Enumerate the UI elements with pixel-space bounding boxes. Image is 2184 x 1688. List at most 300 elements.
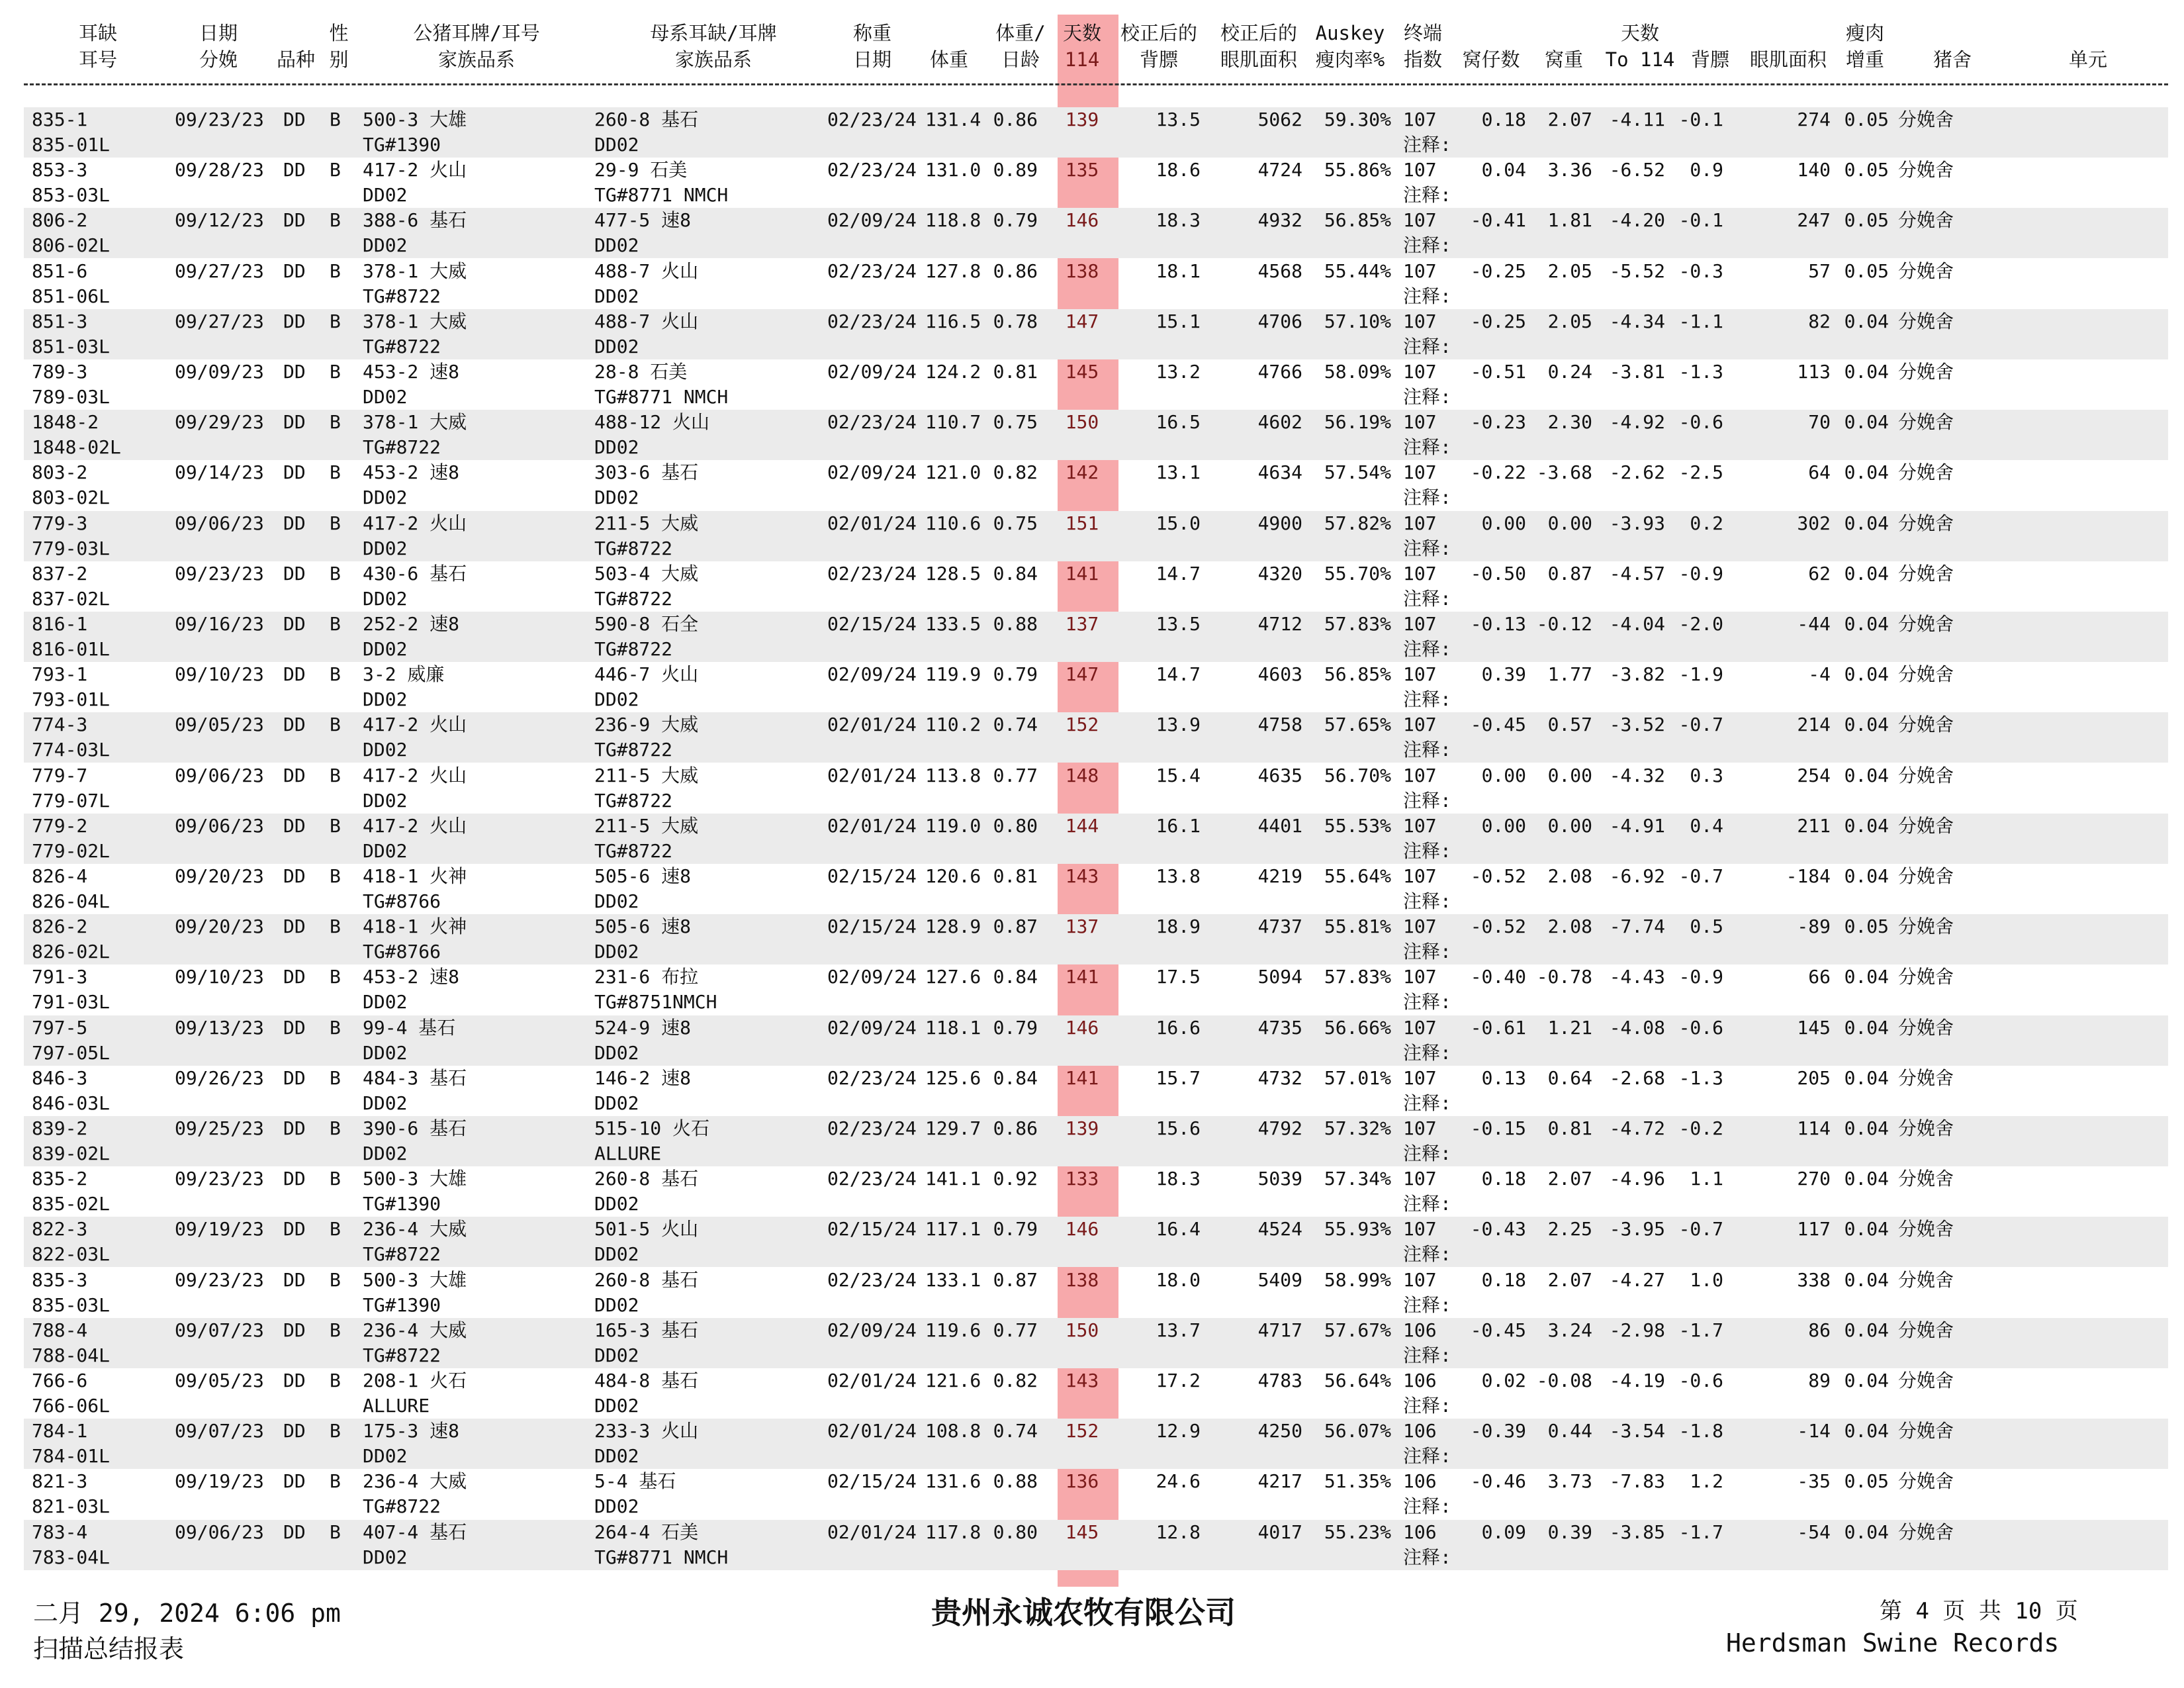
cell-loin-area-ebv: 66 [1808,966,1831,988]
cell-lean-pct: 55.53% [1324,814,1391,837]
cell-loin-area-ebv: 274 [1797,109,1831,130]
cell-backfat: 15.1 [1156,310,1201,332]
cell-days-to-114: -3.85 [1609,1521,1665,1543]
cell-lean-gain: 0.04 [1844,1117,1889,1139]
cell-sex: B [330,109,341,130]
cell-adg: 0.77 [993,1319,1038,1341]
cell-litter-size: 0.00 [1481,764,1526,786]
table-row [0,359,2184,410]
cell-dam: 211-5 大威 [594,512,699,534]
cell-loin-area: 4932 [1257,209,1302,232]
cell-sex: B [330,1066,341,1089]
cell-ear-tag: 791-3 [32,966,88,988]
cell-litter-size: -0.43 [1470,1218,1526,1241]
cell-dam: 477-5 速8 [594,209,692,232]
cell-backfat: 18.1 [1156,259,1201,282]
cell-weigh-date: 02/23/24 [827,259,917,282]
cell-lean-pct: 56.19% [1324,411,1391,434]
cell-sex: B [330,764,341,786]
cell-weigh-date: 02/23/24 [827,310,917,332]
cell-backfat: 13.8 [1156,865,1201,887]
cell-pen: 分娩舍 [1898,259,1954,282]
cell-weigh-date: 02/23/24 [827,1168,917,1190]
cell-days-to-114: -4.96 [1609,1168,1665,1190]
cell-note-label: 注释: [1403,739,1451,761]
cell-adg: 0.74 [993,1420,1038,1442]
cell-lean-pct: 56.64% [1324,1370,1391,1391]
cell-sire: 378-1 大威 [363,411,467,434]
cell-litter-weight: 0.57 [1547,714,1592,736]
cell-adg: 0.86 [993,1117,1038,1139]
cell-terminal-index: 106 [1403,1521,1437,1543]
table-row [0,763,2184,814]
cell-weight: 110.6 [925,512,981,534]
table-row [0,561,2184,612]
cell-breed: DD [283,1521,306,1543]
cell-sex: B [330,1420,341,1442]
cell-note-label: 注释: [1403,234,1451,257]
cell-farrow-date: 09/12/23 [175,209,264,232]
cell-backfat-ebv: 1.0 [1690,1268,1723,1291]
cell-weigh-date: 02/01/24 [827,1370,917,1391]
cell-dam: 505-6 速8 [594,865,692,887]
cell-breed: DD [283,865,306,887]
cell-litter-weight: 1.21 [1547,1016,1592,1039]
cell-lean-pct: 57.54% [1324,461,1391,484]
cell-lean-gain: 0.04 [1844,1420,1889,1442]
cell-backfat-ebv: -1.3 [1678,361,1723,383]
cell-lean-pct: 56.07% [1324,1420,1391,1442]
cell-loin-area: 4219 [1257,865,1302,887]
cell-farrow-date: 09/09/23 [175,361,264,383]
cell-loin-area: 4717 [1257,1319,1302,1341]
cell-ear-tag: 788-4 [32,1319,88,1341]
cell-litter-weight: -0.08 [1536,1370,1592,1391]
cell-loin-area-ebv: 145 [1797,1016,1831,1039]
cell-terminal-index: 106 [1403,1470,1437,1493]
cell-adg: 0.79 [993,1218,1038,1241]
cell-sire-line: TG#1390 [363,1193,441,1215]
cell-lean-gain: 0.04 [1844,1168,1889,1190]
cell-pen: 分娩舍 [1898,1370,1954,1391]
cell-terminal-index: 107 [1403,461,1437,484]
cell-note-label: 注释: [1403,184,1451,207]
cell-lean-gain: 0.05 [1844,209,1889,232]
cell-litter-size: 0.00 [1481,512,1526,534]
table-row [0,1015,2184,1066]
cell-backfat: 17.2 [1156,1370,1201,1391]
cell-days-114: 139 [1065,109,1099,130]
cell-lean-pct: 57.34% [1324,1168,1391,1190]
cell-dam: 501-5 火山 [594,1218,699,1241]
cell-days-to-114: -3.52 [1609,714,1665,736]
cell-dam-line: TG#8722 [594,739,673,761]
cell-weight: 121.0 [925,461,981,484]
cell-sex: B [330,411,341,434]
cell-lean-gain: 0.04 [1844,1268,1889,1291]
table-row [0,511,2184,561]
cell-weigh-date: 02/01/24 [827,1420,917,1442]
cell-ear-notch: 791-03L [32,991,111,1013]
cell-sire-line: DD02 [363,184,408,207]
cell-ear-notch: 783-04L [32,1546,111,1568]
cell-ear-tag: 793-1 [32,663,88,686]
cell-ear-notch: 846-03L [32,1092,111,1114]
cell-dam-line: DD02 [594,134,639,156]
cell-adg: 0.81 [993,361,1038,383]
cell-dam: 264-4 石美 [594,1521,699,1543]
cell-days-114: 152 [1065,714,1099,736]
cell-sex: B [330,865,341,887]
cell-ear-notch: 779-03L [32,537,111,559]
cell-farrow-date: 09/25/23 [175,1117,264,1139]
cell-weight: 117.1 [925,1218,981,1241]
cell-days-to-114: -7.83 [1609,1470,1665,1493]
cell-loin-area: 5094 [1257,966,1302,988]
cell-days-114: 136 [1065,1470,1099,1493]
cell-days-114: 135 [1065,159,1099,181]
cell-dam-line: DD02 [594,1495,639,1518]
cell-dam-line: TG#8751NMCH [594,991,717,1013]
footer-report-name: 扫描总结报表 [33,1634,185,1664]
cell-note-label: 注释: [1403,134,1451,156]
cell-sire: 236-4 大威 [363,1319,467,1341]
cell-sire-line: DD02 [363,487,408,509]
cell-pen: 分娩舍 [1898,1470,1954,1493]
cell-lean-pct: 55.44% [1324,259,1391,282]
cell-ear-notch: 816-01L [32,638,111,660]
cell-loin-area-ebv: 89 [1808,1370,1831,1391]
cell-litter-size: -0.46 [1470,1470,1526,1493]
cell-pen: 分娩舍 [1898,310,1954,332]
cell-backfat-ebv: -1.8 [1678,1420,1723,1442]
cell-litter-weight: 2.07 [1547,1268,1592,1291]
cell-note-label: 注释: [1403,1293,1451,1316]
cell-terminal-index: 107 [1403,159,1437,181]
cell-weight: 110.7 [925,411,981,434]
cell-backfat: 15.7 [1156,1066,1201,1089]
cell-sire: 208-1 火石 [363,1370,467,1391]
cell-days-114: 142 [1065,461,1099,484]
cell-terminal-index: 107 [1403,966,1437,988]
cell-days-to-114: -3.95 [1609,1218,1665,1241]
header-loin-area: 校正后的 眼肌面积 [1220,22,1298,71]
cell-litter-weight: 2.05 [1547,259,1592,282]
cell-terminal-index: 107 [1403,562,1437,585]
cell-ear-tag: 835-3 [32,1268,88,1291]
cell-sire: 484-3 基石 [363,1066,467,1089]
table-row [0,107,2184,158]
cell-weigh-date: 02/23/24 [827,1117,917,1139]
cell-note-label: 注释: [1403,1445,1451,1468]
cell-dam: 446-7 火山 [594,663,699,686]
cell-breed: DD [283,1268,306,1291]
cell-farrow-date: 09/07/23 [175,1319,264,1341]
header-unit: 单元 [2068,48,2108,71]
cell-litter-size: -0.61 [1470,1016,1526,1039]
cell-lean-gain: 0.04 [1844,1319,1889,1341]
cell-dam: 29-9 石美 [594,159,688,181]
cell-lean-gain: 0.04 [1844,764,1889,786]
cell-weigh-date: 02/09/24 [827,361,917,383]
cell-weigh-date: 02/15/24 [827,1218,917,1241]
cell-ear-tag: 789-3 [32,361,88,383]
cell-note-label: 注释: [1403,1193,1451,1215]
cell-weight: 131.0 [925,159,981,181]
cell-dam-line: DD02 [594,234,639,257]
cell-backfat-ebv: -0.9 [1678,562,1723,585]
cell-loin-area: 4017 [1257,1521,1302,1543]
header-dam: 母系耳缺/耳牌 家族品系 [650,22,777,71]
cell-litter-size: -0.45 [1470,1319,1526,1341]
cell-note-label: 注释: [1403,1041,1451,1064]
cell-loin-area: 4724 [1257,159,1302,181]
cell-breed: DD [283,1420,306,1442]
cell-days-114: 143 [1065,865,1099,887]
cell-weigh-date: 02/01/24 [827,512,917,534]
cell-litter-size: -0.40 [1470,966,1526,988]
cell-note-label: 注释: [1403,638,1451,660]
cell-lean-pct: 56.85% [1324,663,1391,686]
cell-loin-area-ebv: 205 [1797,1066,1831,1089]
cell-note-label: 注释: [1403,1143,1451,1164]
cell-breed: DD [283,1066,306,1089]
cell-days-to-114: -4.19 [1609,1370,1665,1391]
header-lean-pct: Auskey 瘦肉率% [1315,22,1385,71]
cell-adg: 0.88 [993,613,1038,635]
cell-sire-line: TG#8722 [363,335,441,357]
cell-dam-line: DD02 [594,941,639,963]
table-row [0,410,2184,460]
cell-dam: 260-8 基石 [594,109,699,130]
cell-farrow-date: 09/06/23 [175,512,264,534]
cell-backfat: 17.5 [1156,966,1201,988]
cell-lean-pct: 56.66% [1324,1016,1391,1039]
cell-breed: DD [283,411,306,434]
cell-adg: 0.77 [993,764,1038,786]
cell-pen: 分娩舍 [1898,512,1954,534]
cell-dam-line: DD02 [594,1193,639,1215]
cell-note-label: 注释: [1403,1092,1451,1114]
cell-loin-area: 4320 [1257,562,1302,585]
cell-dam: 484-8 基石 [594,1370,699,1391]
cell-pen: 分娩舍 [1898,1218,1954,1241]
cell-days-to-114: -7.74 [1609,915,1665,938]
cell-breed: DD [283,361,306,383]
cell-adg: 0.79 [993,663,1038,686]
cell-adg: 0.84 [993,1066,1038,1089]
cell-litter-size: -0.52 [1470,865,1526,887]
cell-days-to-114: -4.92 [1609,411,1665,434]
cell-note-label: 注释: [1403,1546,1451,1568]
cell-sire: 453-2 速8 [363,966,460,988]
cell-backfat-ebv: -2.5 [1678,461,1723,484]
cell-days-to-114: -3.93 [1609,512,1665,534]
cell-farrow-date: 09/06/23 [175,814,264,837]
cell-note-label: 注释: [1403,890,1451,912]
cell-litter-weight: -0.12 [1536,613,1592,635]
cell-terminal-index: 107 [1403,209,1437,232]
cell-sire: 99-4 基石 [363,1016,456,1039]
cell-loin-area-ebv: -54 [1797,1521,1831,1543]
cell-breed: DD [283,1218,306,1241]
cell-loin-area-ebv: -4 [1808,663,1831,686]
cell-terminal-index: 107 [1403,361,1437,383]
cell-weigh-date: 02/23/24 [827,109,917,130]
cell-loin-area: 4900 [1257,512,1302,534]
cell-litter-weight: 0.87 [1547,562,1592,585]
cell-lean-gain: 0.04 [1844,613,1889,635]
cell-ear-tag: 835-2 [32,1168,88,1190]
table-row [0,914,2184,964]
cell-sex: B [330,361,341,383]
cell-farrow-date: 09/19/23 [175,1470,264,1493]
cell-litter-weight: 0.64 [1547,1066,1592,1089]
cell-breed: DD [283,310,306,332]
cell-sire-line: DD02 [363,839,408,862]
cell-days-114: 139 [1065,1117,1099,1139]
cell-pen: 分娩舍 [1898,1168,1954,1190]
cell-dam-line: TG#8722 [594,537,673,559]
cell-loin-area: 4602 [1257,411,1302,434]
cell-terminal-index: 106 [1403,1420,1437,1442]
cell-sex: B [330,1117,341,1139]
cell-dam-line: DD02 [594,688,639,711]
cell-ear-notch: 835-01L [32,134,111,156]
cell-lean-pct: 57.65% [1324,714,1391,736]
cell-ear-tag: 822-3 [32,1218,88,1241]
cell-sex: B [330,966,341,988]
cell-breed: DD [283,1319,306,1341]
footer-brand: Herdsman Swine Records [1726,1628,2060,1658]
cell-ear-tag: 821-3 [32,1470,88,1493]
cell-sex: B [330,1016,341,1039]
cell-weight: 119.6 [925,1319,981,1341]
header-date: 日期 分娩 [199,22,238,71]
cell-litter-weight: 1.77 [1547,663,1592,686]
cell-dam: 260-8 基石 [594,1168,699,1190]
cell-pen: 分娩舍 [1898,562,1954,585]
cell-loin-area-ebv: 64 [1808,461,1831,484]
cell-farrow-date: 09/20/23 [175,865,264,887]
cell-days-to-114: -4.72 [1609,1117,1665,1139]
cell-breed: DD [283,1470,306,1493]
cell-terminal-index: 107 [1403,1066,1437,1089]
cell-litter-weight: 3.24 [1547,1319,1592,1341]
cell-days-114: 137 [1065,613,1099,635]
cell-sire: 390-6 基石 [363,1117,467,1139]
cell-litter-weight: 2.08 [1547,865,1592,887]
cell-litter-size: -0.41 [1470,209,1526,232]
cell-adg: 0.84 [993,562,1038,585]
cell-sire: 418-1 火神 [363,865,467,887]
cell-ear-tag: 851-6 [32,259,88,282]
cell-litter-weight: 2.05 [1547,310,1592,332]
cell-sire: 500-3 大雄 [363,1168,467,1190]
cell-pen: 分娩舍 [1898,159,1954,181]
cell-weight: 133.5 [925,613,981,635]
cell-lean-pct: 58.09% [1324,361,1391,383]
cell-pen: 分娩舍 [1898,814,1954,837]
cell-sire-line: DD02 [363,386,408,408]
header-sex: 性 别 [329,22,349,71]
cell-sex: B [330,310,341,332]
cell-farrow-date: 09/10/23 [175,663,264,686]
cell-weight: 128.9 [925,915,981,938]
cell-farrow-date: 09/20/23 [175,915,264,938]
cell-sire: 417-2 火山 [363,814,467,837]
cell-backfat-ebv: 1.2 [1690,1470,1723,1493]
cell-weigh-date: 02/15/24 [827,1470,917,1493]
cell-pen: 分娩舍 [1898,461,1954,484]
cell-ear-tag: 774-3 [32,714,88,736]
cell-loin-area: 4634 [1257,461,1302,484]
cell-backfat-ebv: -0.1 [1678,109,1723,130]
cell-weigh-date: 02/09/24 [827,1016,917,1039]
footer-datetime: 二月 29, 2024 6:06 pm [33,1599,341,1628]
cell-breed: DD [283,259,306,282]
cell-loin-area-ebv: -184 [1786,865,1831,887]
cell-litter-size: -0.13 [1470,613,1526,635]
cell-ear-tag: 837-2 [32,562,88,585]
cell-breed: DD [283,714,306,736]
cell-sire: 500-3 大雄 [363,109,467,130]
cell-weight: 119.0 [925,814,981,837]
cell-sire-line: DD02 [363,789,408,812]
table-row [0,1520,2184,1570]
cell-ear-tag: 779-2 [32,814,88,837]
cell-loin-area: 4217 [1257,1470,1302,1493]
cell-dam-line: TG#8722 [594,789,673,812]
cell-backfat: 16.1 [1156,814,1201,837]
cell-loin-area-ebv: -89 [1797,915,1831,938]
cell-backfat-ebv: -0.1 [1678,209,1723,232]
cell-litter-weight: 2.07 [1547,1168,1592,1190]
cell-backfat: 13.9 [1156,714,1201,736]
cell-adg: 0.75 [993,512,1038,534]
cell-litter-size: -0.50 [1470,562,1526,585]
cell-backfat: 18.3 [1156,1168,1201,1190]
cell-lean-pct: 57.83% [1324,613,1391,635]
cell-weigh-date: 02/15/24 [827,613,917,635]
cell-backfat: 12.9 [1156,1420,1201,1442]
cell-dam-line: DD02 [594,487,639,509]
cell-litter-size: 0.04 [1481,159,1526,181]
cell-breed: DD [283,512,306,534]
cell-litter-weight: 3.73 [1547,1470,1592,1493]
cell-adg: 0.80 [993,1521,1038,1543]
cell-weight: 113.8 [925,764,981,786]
cell-loin-area: 4783 [1257,1370,1302,1391]
cell-lean-pct: 57.82% [1324,512,1391,534]
cell-lean-pct: 57.01% [1324,1066,1391,1089]
cell-dam-line: DD02 [594,285,639,307]
cell-lean-gain: 0.04 [1844,461,1889,484]
cell-sire: 378-1 大威 [363,310,467,332]
cell-sire-line: DD02 [363,688,408,711]
cell-note-label: 注释: [1403,1395,1451,1417]
cell-litter-size: 0.18 [1481,1268,1526,1291]
table-row [0,1268,2184,1318]
cell-dam-line: TG#8722 [594,587,673,610]
cell-adg: 0.84 [993,966,1038,988]
cell-days-114: 147 [1065,663,1099,686]
cell-dam: 503-4 大威 [594,562,699,585]
cell-sire-line: DD02 [363,1041,408,1064]
cell-days-114: 152 [1065,1420,1099,1442]
cell-days-114: 146 [1065,1016,1099,1039]
cell-pen: 分娩舍 [1898,411,1954,434]
